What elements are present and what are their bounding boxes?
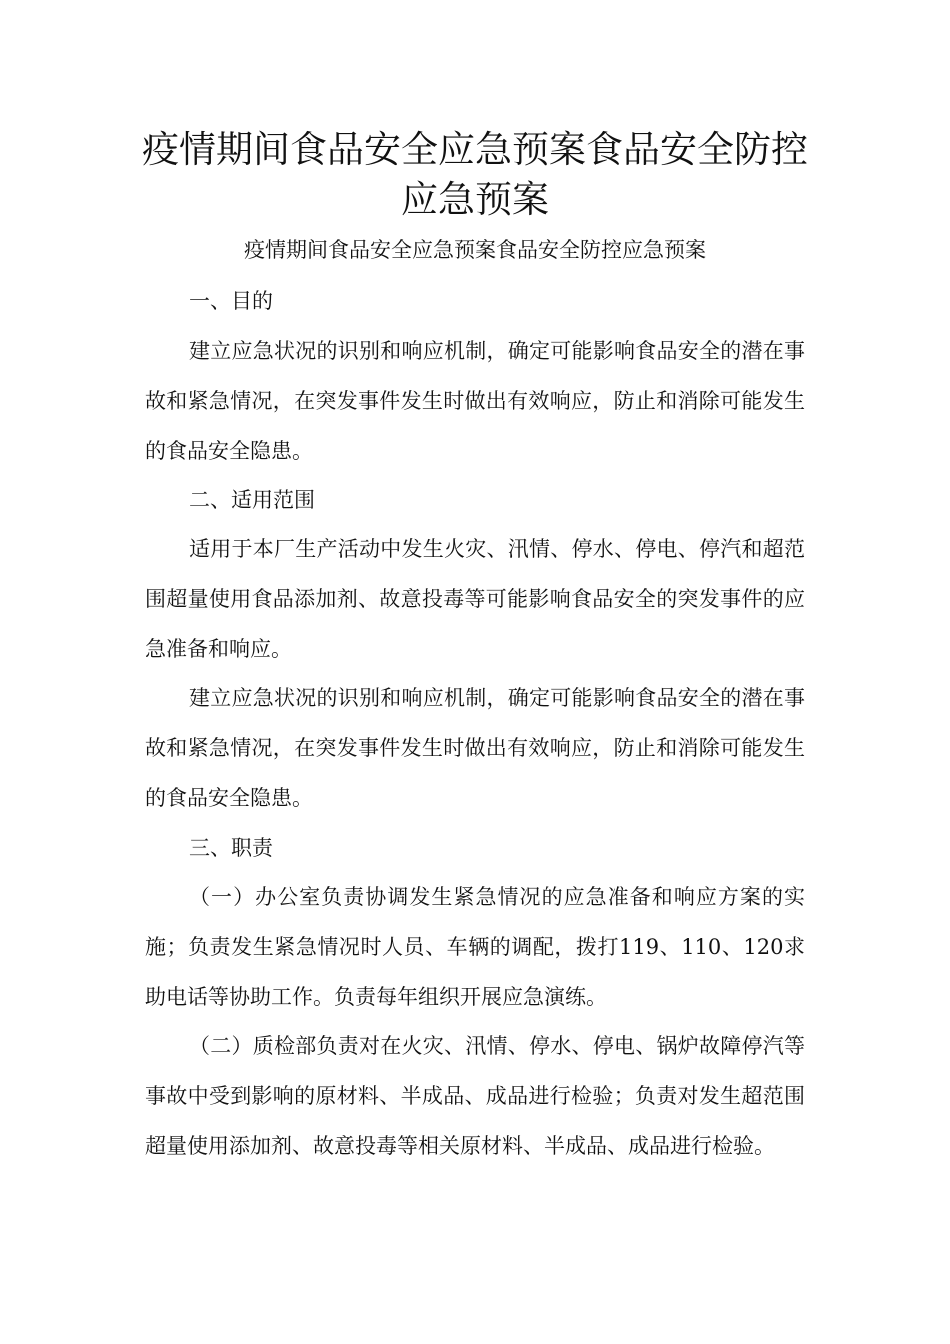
section-heading-duties: 三、职责 (189, 836, 273, 860)
paragraph-scope-1: 适用于本厂生产活动中发生火灾、汛情、停水、停电、停汽和超范围超量使用食品添加剂、故意投毒等可能影响食品安全的突发事件的应急准备和响应。 (145, 537, 805, 661)
document-title: 疫情期间食品安全应急预案食品安全防控应急预案 (142, 128, 808, 221)
section-heading-scope: 二、适用范围 (189, 488, 315, 512)
section-heading-purpose: 一、目的 (189, 289, 273, 313)
paragraph-duties-1: （一）办公室负责协调发生紧急情况的应急准备和响应方案的实施；负责发生紧急情况时人员、车辆的调配，拨打119、110、120求助电话等协助工作。负责每年组织开展应急演练。 (145, 885, 805, 1009)
paragraph-duties-2: （二）质检部负责对在火灾、汛情、停水、停电、锅炉故障停汽等事故中受到影响的原材料、半成品、成品进行检验；负责对发生超范围超量使用添加剂、故意投毒等相关原材料、半成品、成品进行检验。 (145, 1034, 805, 1158)
document-subtitle: 疫情期间食品安全应急预案食品安全防控应急预案 (244, 238, 706, 262)
paragraph-scope-2: 建立应急状况的识别和响应机制，确定可能影响食品安全的潜在事故和紧急情况，在突发事件发生时做出有效响应，防止和消除可能发生的食品安全隐患。 (145, 686, 805, 810)
paragraph-purpose: 建立应急状况的识别和响应机制，确定可能影响食品安全的潜在事故和紧急情况，在突发事件发生时做出有效响应，防止和消除可能发生的食品安全隐患。 (145, 339, 805, 463)
